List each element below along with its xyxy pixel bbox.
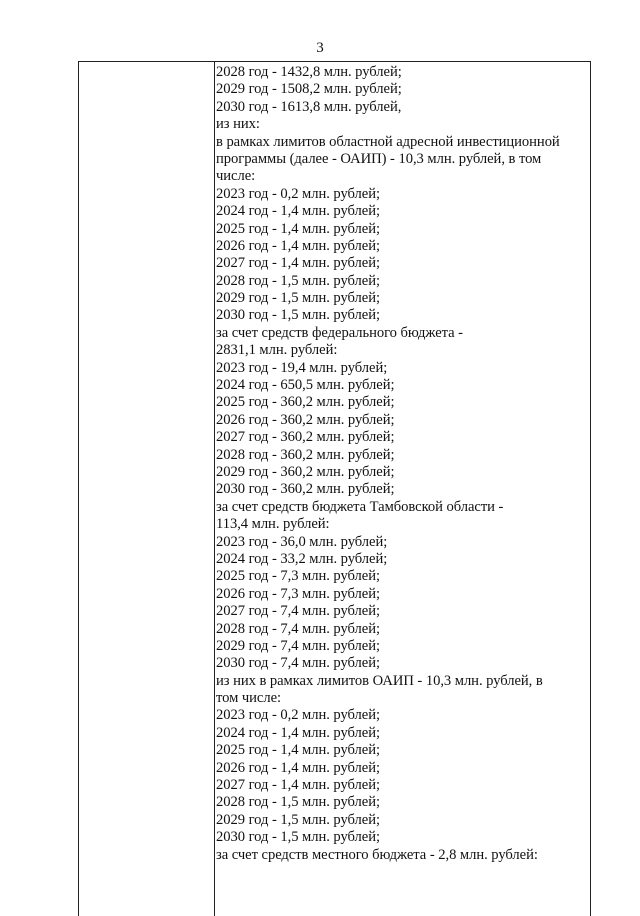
document-table [78,61,591,916]
text-line: 2831,1 млн. рублей: [216,342,338,359]
text-line: 2030 год - 1,5 млн. рублей; [216,829,380,846]
text-line: в рамках лимитов областной адресной инвестиционной [216,133,560,150]
text-line: 2027 год - 1,4 млн. рублей; [216,255,380,272]
text-line: за счет средств федерального бюджета - [216,324,463,341]
text-line: за счет средств бюджета Тамбовской области - [216,498,504,515]
text-line: 2030 год - 7,4 млн. рублей; [216,655,380,672]
text-line: числе: [216,168,256,185]
text-line: 2026 год - 360,2 млн. рублей; [216,411,395,428]
text-line: 2025 год - 360,2 млн. рублей; [216,394,395,411]
text-line: 2027 год - 7,4 млн. рублей; [216,603,380,620]
text-line: 2023 год - 19,4 млн. рублей; [216,359,388,376]
text-line: 2023 год - 36,0 млн. рублей; [216,533,388,550]
text-line: 2023 год - 0,2 млн. рублей; [216,707,380,724]
text-line: 2026 год - 1,4 млн. рублей; [216,759,380,776]
text-line: 2030 год - 1,5 млн. рублей; [216,307,380,324]
text-line: 2029 год - 1,5 млн. рублей; [216,811,380,828]
text-line: 2029 год - 1,5 млн. рублей; [216,290,380,307]
text-line: 2028 год - 1,5 млн. рублей; [216,272,380,289]
text-line: за счет средств местного бюджета - 2,8 млн. рублей: [216,846,538,863]
text-line: 2029 год - 1508,2 млн. рублей; [216,81,402,98]
text-line: 2026 год - 1,4 млн. рублей; [216,237,380,254]
text-line: 2027 год - 1,4 млн. рублей; [216,777,380,794]
table-right-column [216,64,588,864]
text-line: 2025 год - 1,4 млн. рублей; [216,742,380,759]
text-line: 2023 год - 0,2 млн. рублей; [216,185,380,202]
text-line: 2030 год - 360,2 млн. рублей; [216,481,395,498]
text-line: 2028 год - 360,2 млн. рублей; [216,446,395,463]
text-line: программы (далее - ОАИП) - 10,3 млн. рублей, в том [216,150,542,167]
text-line: из них: [216,116,260,133]
text-line: 2024 год - 33,2 млн. рублей; [216,550,388,567]
text-line: из них в рамках лимитов ОАИП - 10,3 млн. рублей, в [216,672,543,689]
text-line: 2028 год - 1,5 млн. рублей; [216,794,380,811]
text-line: 2024 год - 1,4 млн. рублей; [216,724,380,741]
text-line: 2029 год - 7,4 млн. рублей; [216,637,380,654]
text-line: 2029 год - 360,2 млн. рублей; [216,463,395,480]
text-line: 2025 год - 7,3 млн. рублей; [216,568,380,585]
text-line: 2024 год - 650,5 млн. рублей; [216,377,395,394]
text-line: 2028 год - 7,4 млн. рублей; [216,620,380,637]
text-line: том числе: [216,690,282,707]
text-line: 2028 год - 1432,8 млн. рублей; [216,64,402,80]
text-line: 2030 год - 1613,8 млн. рублей, [216,98,402,115]
text-line: 2027 год - 360,2 млн. рублей; [216,429,395,446]
text-line: 2025 год - 1,4 млн. рублей; [216,220,380,237]
text-line: 113,4 млн. рублей: [216,516,330,533]
page-number: 3 [316,40,324,56]
table-left-column [79,62,215,916]
text-line: 2024 год - 1,4 млн. рублей; [216,203,380,220]
text-line: 2026 год - 7,3 млн. рублей; [216,585,380,602]
